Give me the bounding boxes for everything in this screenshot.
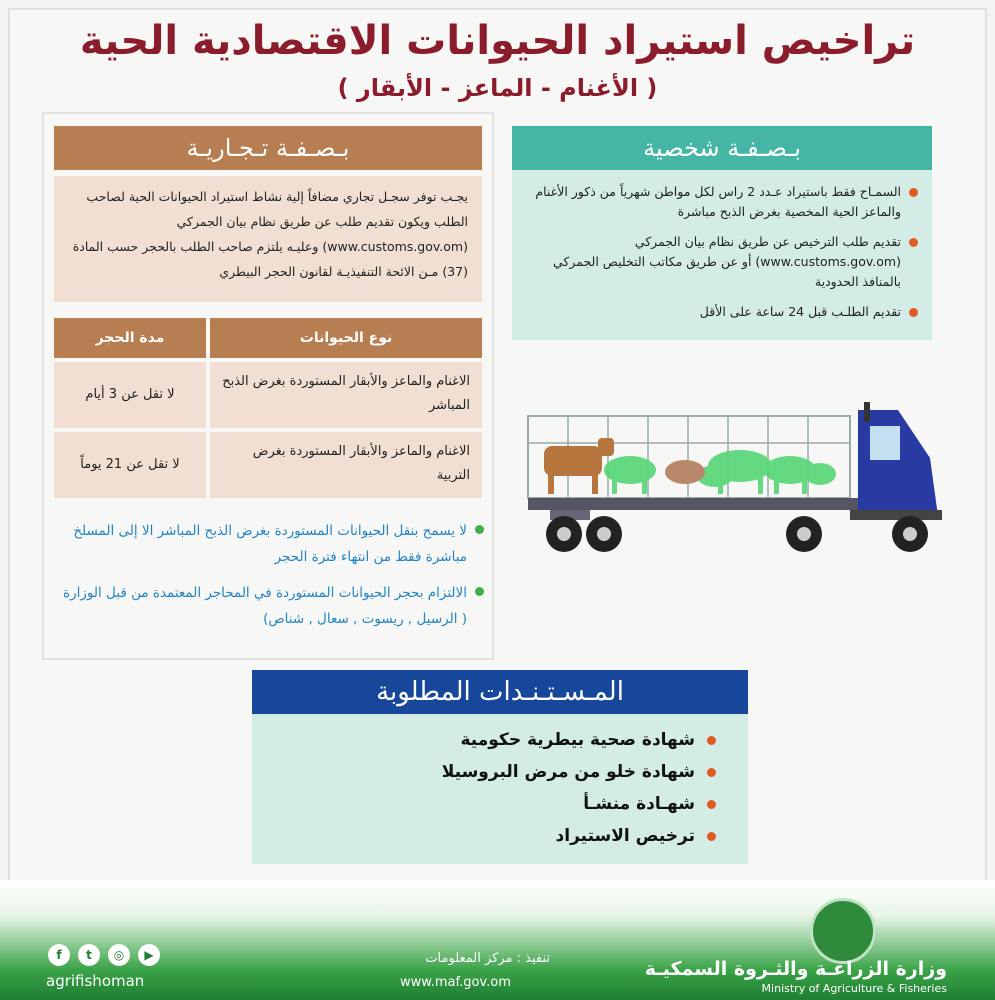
- personal-section-body: [512, 170, 932, 340]
- document-item-text: ترخيص الاستيراد: [555, 826, 695, 846]
- document-item-text: شهـادة منشـأ: [583, 794, 695, 814]
- execution-credit: تنفيذ : مركز المعلومات: [425, 951, 550, 966]
- bullet-icon: [475, 525, 484, 534]
- social-handle: agrifishoman: [46, 972, 145, 990]
- social-icons: [48, 944, 160, 966]
- bullet-icon: [707, 736, 716, 745]
- commercial-section-header: بـصـفـة تـجـاريـة: [54, 126, 482, 170]
- list-item: [292, 730, 716, 750]
- note-text: لا يسمح بنقل الحيوانات المستوردة بغرض الذبح المباشر الا إلى المسلخ مباشرة فقط من انتهاء فترة الحجر: [73, 523, 467, 565]
- note-text: الالتزام بحجر الحيوانات المستوردة في المحاجر المعتمدة من قبل الوزارة ( الرسيل , ريسوت , سعال , شناص): [63, 585, 467, 627]
- document-item-text: شهادة صحية بيطرية حكومية: [460, 730, 695, 750]
- bullet-icon: [707, 832, 716, 841]
- bullet-icon: [909, 238, 918, 247]
- livestock-truck-illustration: [520, 398, 950, 568]
- document-item-text: شهادة خلو من مرض البروسيلا: [441, 762, 695, 782]
- bullet-icon: [475, 587, 484, 596]
- note-item: [54, 580, 484, 632]
- table-cell-quarantine: لا تقل عن 3 أيام: [54, 362, 206, 428]
- list-item: [292, 794, 716, 814]
- website-link[interactable]: www.maf.gov.om: [400, 975, 511, 990]
- table-header-animals: نوع الحيوانات: [210, 318, 482, 358]
- youtube-icon[interactable]: ▶: [138, 944, 160, 966]
- facebook-icon[interactable]: f: [48, 944, 70, 966]
- list-item: [526, 232, 918, 292]
- twitter-icon[interactable]: t: [78, 944, 100, 966]
- bullet-icon: [909, 188, 918, 197]
- table-header-quarantine: مدة الحجر: [54, 318, 206, 358]
- table-cell-animals: الاغنام والماعز والأبقار المستوردة بغرض التربية: [210, 432, 482, 498]
- ministry-name-english: Ministry of Agriculture & Fisheries: [761, 982, 947, 995]
- list-item: [292, 762, 716, 782]
- page-subtitle: ( الأغنام - الماعز - الأبقار ): [337, 74, 658, 102]
- table-cell-quarantine: لا تقل عن 21 يوماً: [54, 432, 206, 498]
- bullet-icon: [909, 308, 918, 317]
- personal-section-header: بـصـفـة شخصية: [512, 126, 932, 170]
- page-title: تراخيص استيراد الحيوانات الاقتصادية الحية: [79, 18, 916, 64]
- personal-item-text: تقديم طلب الترخيص عن طريق نظام بيان الجمركي (www.customs.gov.om) أو عن طريق مكاتب التخليص الجمركي بالمنافذ الحدودية: [552, 234, 901, 289]
- note-item: [54, 518, 484, 570]
- list-item: [526, 302, 918, 322]
- quarantine-table: [54, 318, 482, 502]
- bullet-icon: [707, 800, 716, 809]
- personal-item-text: تقديم الطلـب قبل 24 ساعة على الأقل: [699, 304, 901, 319]
- bullet-icon: [707, 768, 716, 777]
- ministry-name-arabic: وزارة الزراعـة والثـروة السمكيـة: [644, 958, 947, 980]
- cow-icon: [544, 438, 614, 494]
- commercial-section-body: يجـب توفر سجـل تجاري مضافاً إلية نشاط استيراد الحيوانات الحية لصاحب الطلب ويكون تقديم طلب عن طريق نظام بيان الجمركي (www.customs.gov.om) وعليـه يلتزم صاحب الطلب بالحجر حسب المادة (37) مـن الائحة التنفيذيـة لقانون الحجر البيطري: [54, 176, 482, 302]
- personal-item-text: السمـاح فقط باستيراد عـدد 2 راس لكل مواطن شهرياً من ذكور الأغنام والماعز الحية المخصية بغرض الذبح مباشرة: [535, 184, 901, 219]
- table-cell-animals: الاغنام والماعز والأبقار المستوردة بغرض الذبح المباشر: [210, 362, 482, 428]
- list-item: [292, 826, 716, 846]
- documents-section-header: المـسـتـنـدات المطلوبة: [252, 670, 748, 714]
- documents-section-body: [252, 714, 748, 864]
- instagram-icon[interactable]: ◎: [108, 944, 130, 966]
- ministry-emblem-icon: [810, 898, 876, 964]
- list-item: [526, 182, 918, 222]
